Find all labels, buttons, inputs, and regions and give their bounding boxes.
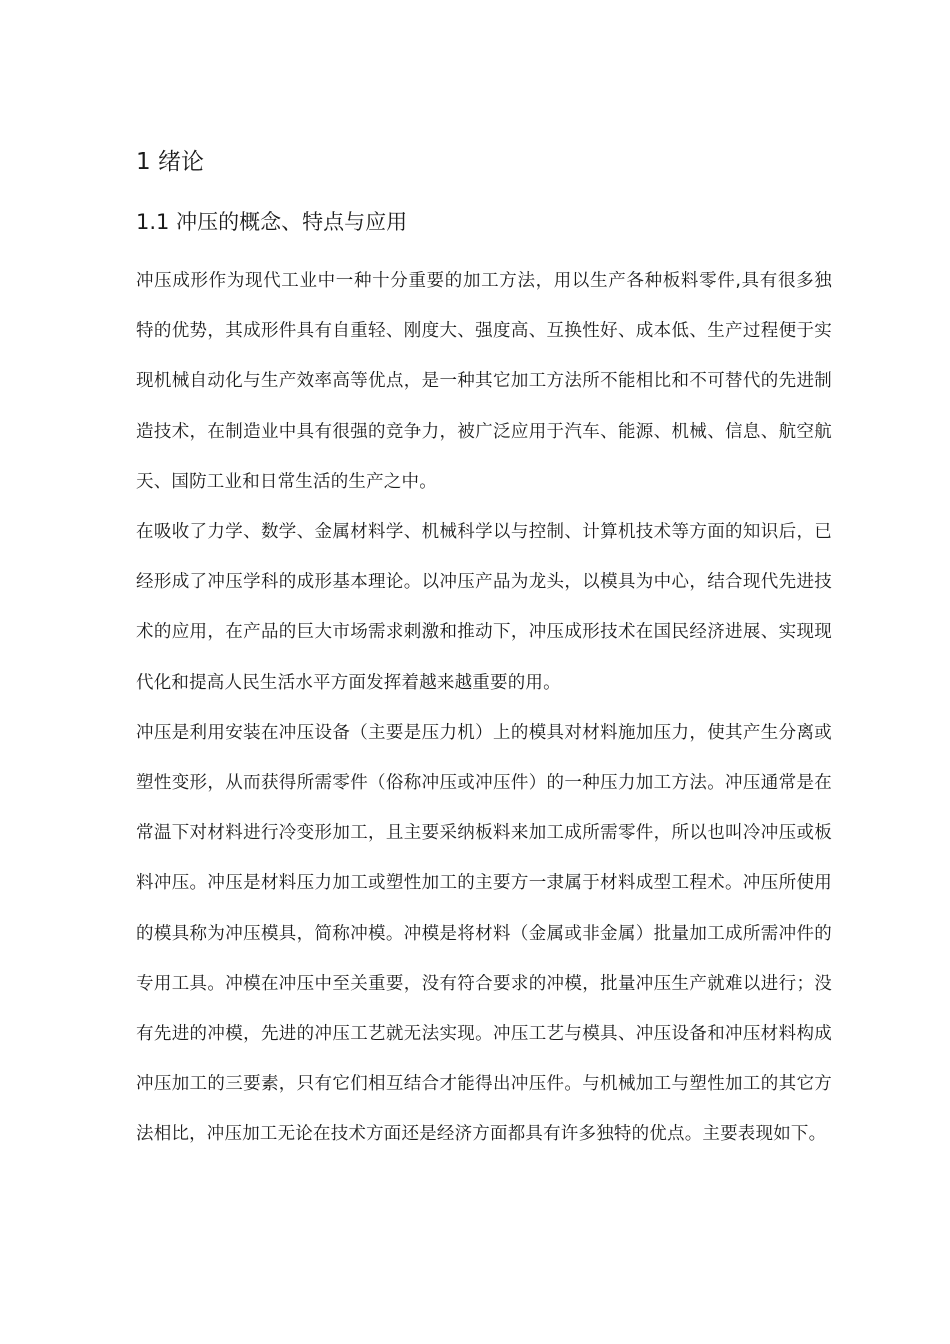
paragraph-3: 冲压是利用安装在冲压设备（主要是压力机）上的模具对材料施加压力，使其产生分离或塑性变形，从而获得所需零件（俗称冲压或冲压件）的一种压力加工方法。冲压通常是在常温下对材料进行冷变形加工，且主要采纳板料来加工成所需零件，所以也叫冷冲压或板料冲压。冲压是材料压力加工或塑性加工的主要方一隶属于材料成型工程术。冲压所使用的模具称为冲压模具，简称冲模。冲模是将材料（金属或非金属）批量加工成所需冲件的专用工具。冲模在冲压中至关重要，没有符合要求的冲模，批量冲压生产就难以进行；没有先进的冲模，先进的冲压工艺就无法实现。冲压工艺与模具、冲压设备和冲压材料构成冲压加工的三要素，只有它们相互结合才能得出冲压件。与机械加工与塑性加工的其它方法相比，冲压加工无论在技术方面还是经济方面都具有许多独特的优点。主要表现如下。 <box>136 722 832 1145</box>
chapter-title: 1 绪论 <box>136 149 204 175</box>
paragraph-2: 在吸收了力学、数学、金属材料学、机械科学以与控制、计算机技术等方面的知识后，已经形成了冲压学科的成形基本理论。以冲压产品为龙头，以模具为中心，结合现代先进技术的应用，在产品的巨大市场需求刺激和推动下，冲压成形技术在国民经济进展、实现现代化和提高人民生活水平方面发挥着越来越重要的用。 <box>136 522 832 693</box>
section-title: 1.1 冲压的概念、特点与应用 <box>136 210 408 234</box>
paragraph-1: 冲压成形作为现代工业中一种十分重要的加工方法，用以生产各种板料零件,具有很多独特的优势，其成形件具有自重轻、刚度大、强度高、互换性好、成本低、生产过程便于实现机械自动化与生产效率高等优点，是一种其它加工方法所不能相比和不可替代的先进制造技术，在制造业中具有很强的竞争力，被广泛应用于汽车、能源、机械、信息、航空航天、国防工业和日常生活的生产之中。 <box>136 271 832 492</box>
document-body <box>136 140 832 1160</box>
